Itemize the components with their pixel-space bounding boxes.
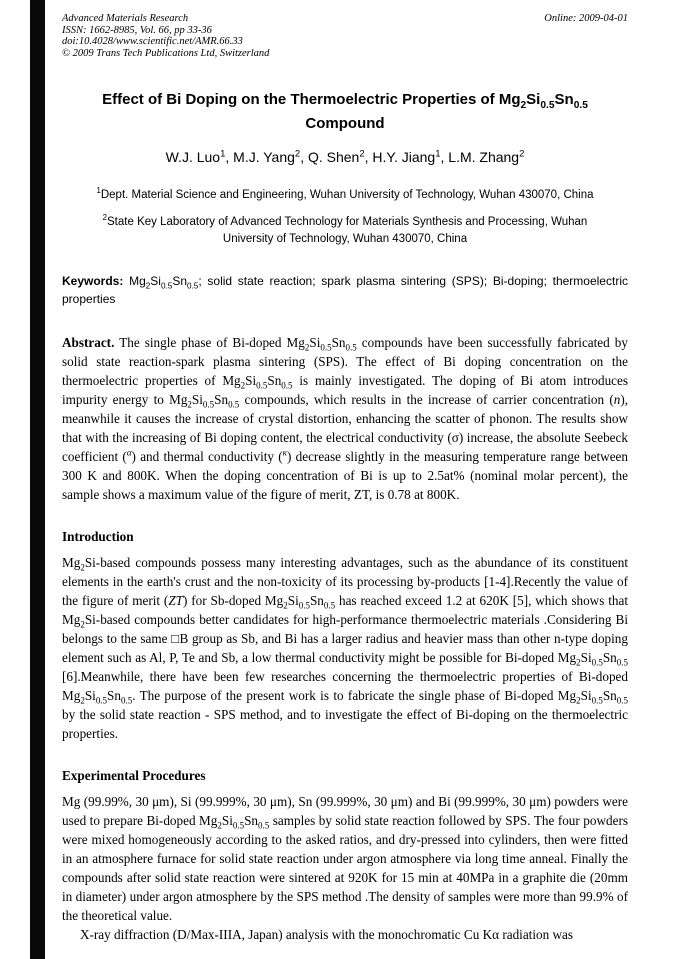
experimental-paragraph-2: X-ray diffraction (D/Max-IIIA, Japan) analysis with the monochromatic Cu Kα radiation was (80, 927, 573, 942)
affiliation-1: $^1$Dept. Material Science and Engineering, Wuhan University of Technology, Wuhan 430070, China (96, 186, 594, 201)
issn-volume-line: ISSN: 1662-8985, Vol. 66, pp 33-36 (62, 24, 212, 36)
experimental-paragraph-1: Mg (99.99%, 30 μm), Si (99.999%, 30 μm), Sn (99.999%, 30 μm) and Bi (99.999%, 30 μm) powders were used to prepare Bi-doped $Mg_2Si_{0.5}Sn_{0.5}$ samples by solid state reaction followed by SPS. The four powders were mixed homogeneously according to the asked ratios, and dry-pressed into cylinders, then were fitted in an atmosphere furnace for solid state reaction under argon atmosphere via long time anneal. Finally the compounds after solid state reaction were sintered at 920K for 15 min at 40MPa in a graphite die (20mm in diameter) under argon atmosphere by the SPS method .The density of samples were more than 99.9% of the theoretical value. (62, 794, 628, 923)
copyright-line: © 2009 Trans Tech Publications Ltd, Switzerland (62, 47, 270, 59)
online-date: Online: 2009-04-01 (544, 13, 628, 24)
page-content (62, 13, 628, 944)
affiliation-2: $^2$State Key Laboratory of Advanced Technology for Materials Synthesis and Processing, Wuhan University of Technology, Wuhan 430070, China (102, 213, 588, 245)
paper-title: Effect of Bi Doping on the Thermoelectric Properties of $Mg_2Si_{0.5}Sn_{0.5}$ Compound (102, 91, 588, 132)
journal-name: Advanced Materials Research (62, 13, 189, 24)
authors-line: W.J. Luo$^1$, M.J. Yang$^2$, Q. Shen$^2$, H.Y. Jiang$^1$, L.M. Zhang$^2$ (165, 148, 525, 165)
abstract-paragraph: Abstract. The single phase of Bi-doped $Mg_2Si_{0.5}Sn_{0.5}$ compounds have been successfully fabricated by solid state reaction-spark plasma sintering (SPS). The effect of Bi doping concentration on the thermoelectric properties of $Mg_2Si_{0.5}Sn_{0.5}$ is mainly investigated. The doping of Bi atom introduces impurity energy to $Mg_2Si_{0.5}Sn_{0.5}$ compounds, which results in the increase of carrier concentration (n), meanwhile it causes the increase of crystal distortion, enhancing the scatter of phonon. The results show that with the increasing of Bi doping content, the electrical conductivity (σ) increase, the absolute Seebeck coefficient ($^\alpha$) and thermal conductivity ($^\kappa$) decrease slightly in the measuring temperature range between 300 K and 800K. When the doping concentration of Bi is up to 2.5at% (nominal molar percent), the sample shows a maximum value of the figure of merit, ZT, is 0.78 at 800K. (62, 335, 629, 502)
section-heading-experimental-procedures: Experimental Procedures (62, 768, 206, 783)
scan-edge-bar (30, 0, 45, 959)
keywords-line: Keywords: $Mg_2Si_{0.5}Sn_{0.5}$; solid state reaction; spark plasma sintering (SPS); Bi-doping; thermoelectric properties (62, 274, 628, 306)
introduction-paragraph: $Mg_2Si$-based compounds possess many interesting advantages, such as the abundance of its constituent elements in the earth's crust and the non-toxicity of its processing by-products [1-4].Recently the value of the figure of merit (ZT) for Sb-doped $Mg_2Si_{0.5}Sn_{0.5}$ has reached exceed 1.2 at 620K [5], which shows that $Mg_2Si$-based compounds better candidates for high-performance thermoelectric materials .Considering Bi belongs to the same □B group as Sb, and Bi has a larger radius and heavier mass than other n-type doping element such as Al, P, Te and Sb, a low thermal conductivity might be possible for Bi-doped $Mg_2Si_{0.5}Sn_{0.5}$ [6].Meanwhile, there have been few researches concerning the thermoelectric properties of Bi-doped $Mg_2Si_{0.5}Sn_{0.5}$. The purpose of the present work is to fabricate the single phase of Bi-doped $Mg_2Si_{0.5}Sn_{0.5}$ by the solid state reaction - SPS method, and to investigate the effect of Bi-doping on the thermoelectric properties. (62, 555, 628, 741)
journal-header-left (62, 13, 269, 59)
section-heading-introduction: Introduction (62, 529, 134, 544)
journal-header (62, 13, 628, 59)
doi-line: doi:10.4028/www.scientific.net/AMR.66.33 (62, 36, 243, 47)
